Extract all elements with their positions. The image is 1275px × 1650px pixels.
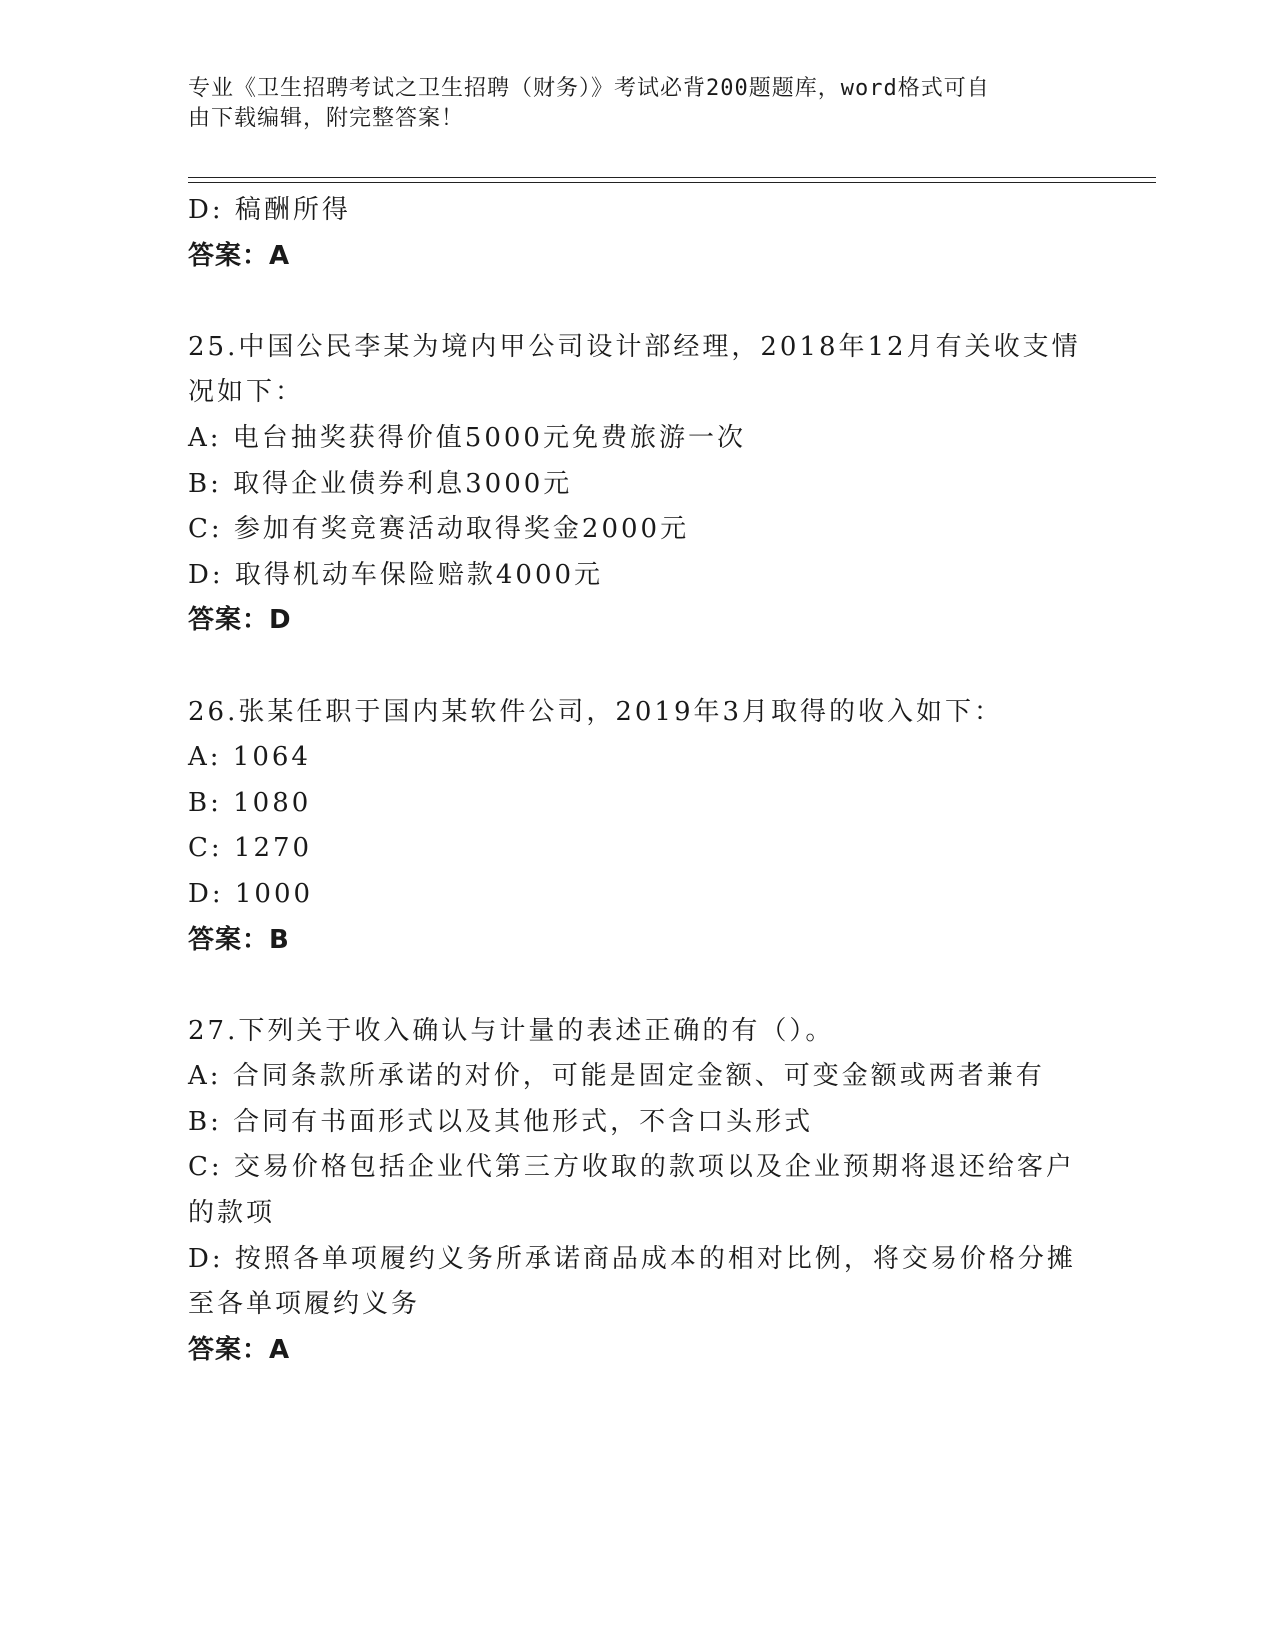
- q25-answer: 答案：D: [188, 605, 292, 636]
- q27-option-c-line-2: 的款项: [188, 1198, 276, 1229]
- spacer: [188, 644, 1088, 690]
- header-line-1: 专业《卫生招聘考试之卫生招聘（财务）》考试必背200题题库，word格式可自: [188, 76, 990, 101]
- q27-option-b: B: 合同有书面形式以及其他形式，不含口头形式: [188, 1106, 814, 1137]
- prev-answer: 答案：A: [188, 240, 291, 271]
- q26-answer: 答案：B: [188, 924, 290, 955]
- q27-option-d-line-2: 至各单项履约义务: [188, 1289, 421, 1320]
- question-content: [188, 188, 1088, 1373]
- header-line-2: 由下载编辑，附完整答案！: [188, 106, 465, 131]
- header-rule-bottom: [188, 182, 1156, 183]
- q27-option-a: A: 合同条款所承诺的对价，可能是固定金额、可变金额或两者兼有: [188, 1061, 1045, 1092]
- q27-option-c-line-1: C: 交易价格包括企业代第三方收取的款项以及企业预期将退还给客户: [188, 1152, 1075, 1183]
- prev-option-d: D: 稿酬所得: [188, 195, 351, 225]
- spacer: [188, 279, 1088, 325]
- q27-option-d-line-1: D: 按照各单项履约义务所承诺商品成本的相对比例，将交易价格分摊: [188, 1243, 1076, 1274]
- q26-option-c: C: 1270: [188, 833, 313, 864]
- q25-option-c: C: 参加有奖竞赛活动取得奖金2000元: [188, 514, 690, 545]
- q26-option-d: D: 1000: [188, 878, 314, 909]
- question-25: [188, 325, 1088, 644]
- q25-stem-line-1: 25.中国公民李某为境内甲公司设计部经理，2018年12月有关收支情: [188, 331, 1081, 362]
- question-26: [188, 690, 1088, 964]
- q25-option-b: B: 取得企业债券利息3000元: [188, 468, 573, 499]
- q25-stem-line-2: 况如下：: [188, 377, 305, 408]
- q27-stem: 27.下列关于收入确认与计量的表述正确的有（）。: [188, 1015, 835, 1046]
- question-27: [188, 1009, 1088, 1374]
- header-rule-top: [188, 177, 1156, 178]
- spacer: [188, 963, 1088, 1009]
- q27-answer: 答案：A: [188, 1334, 291, 1365]
- q25-option-d: D: 取得机动车保险赔款4000元: [188, 559, 604, 590]
- q26-option-b: B: 1080: [188, 787, 312, 818]
- q26-option-a: A: 1064: [188, 742, 311, 773]
- q26-stem: 26.张某任职于国内某软件公司，2019年3月取得的收入如下：: [188, 696, 1004, 727]
- page-header: [188, 74, 1068, 134]
- q25-option-a: A: 电台抽奖获得价值5000元免费旅游一次: [188, 422, 746, 453]
